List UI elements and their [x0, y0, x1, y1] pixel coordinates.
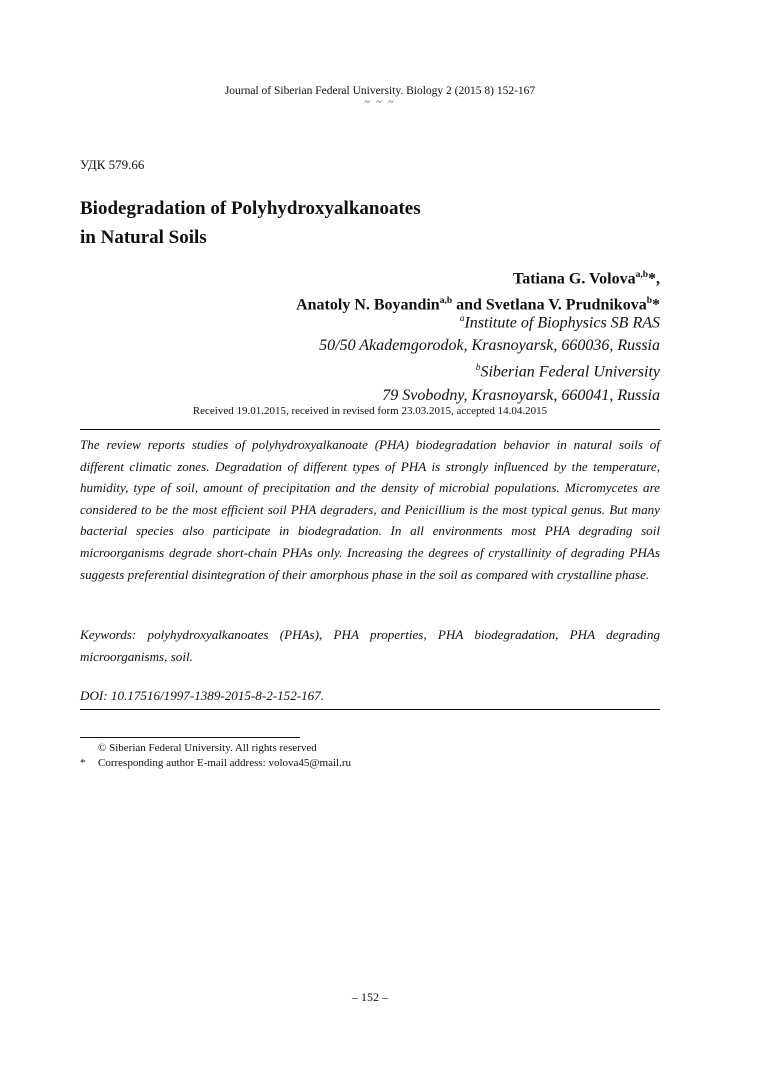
author-volova: Tatiana G. Volova: [513, 270, 636, 288]
affiliation-a-name: Institute of Biophysics SB RAS: [464, 314, 660, 332]
affiliations: [80, 308, 660, 407]
author-volova-affil: a,b: [635, 270, 648, 280]
abstract-top-rule: [80, 429, 660, 430]
author-conjunction: and: [452, 296, 486, 314]
footnote-rule: [80, 737, 300, 738]
author-prudnikova: Svetlana V. Prudnikova: [485, 296, 647, 314]
author-boyandin-affil: a,b: [439, 296, 453, 307]
author-prudnikova-affil: b: [646, 296, 652, 307]
title-line-1: Biodegradation of Polyhydroxyalkanoates: [80, 198, 421, 219]
page-number: – 152 –: [352, 990, 388, 1004]
author-prudnikova-mark: *: [652, 296, 660, 314]
affiliation-a: [80, 308, 660, 334]
keywords-text: Keywords: polyhydroxyalkanoates (PHAs), PHA properties, PHA biodegradation, PHA degrading microorganisms, soil.: [80, 627, 660, 664]
footnote-copyright: [80, 741, 660, 756]
journal-citation: Journal of Siberian Federal University. Biology 2 (2015 8) 152-167: [224, 85, 536, 97]
affiliation-b-sup: b: [475, 363, 481, 374]
abstract-bottom-rule: [80, 709, 660, 710]
author-volova-mark: *,: [648, 270, 660, 288]
title-line-2: in Natural Soils: [80, 227, 207, 248]
affiliation-b-address: 79 Svobodny, Krasnoyarsk, 660041, Russia: [382, 386, 660, 404]
header-ornament: ~ ~ ~: [364, 97, 396, 108]
corresponding-text: Corresponding author E-mail address: volova45@mail.ru: [98, 756, 351, 769]
affiliation-b-name: Siberian Federal University: [480, 363, 660, 381]
copyright-text: © Siberian Federal University. All rights reserved: [98, 742, 317, 754]
received-dates: Received 19.01.2015, received in revised form 23.03.2015, accepted 14.04.2015: [192, 405, 548, 417]
journal-header: [0, 84, 760, 108]
doi-text: DOI: 10.17516/1997-1389-2015-8-2-152-167.: [80, 688, 325, 703]
author-boyandin: Anatoly N. Boyandin: [296, 296, 440, 314]
abstract-text: The review reports studies of polyhydroxyalkanoate (PHA) biodegradation behavior in natural soils of different climatic zones. Degradation of different types of PHA is strongly influenced by the temperature, humidity, type of soil, amount of precipitation and the density of microbial populations. Micromycetes are considered to be the most efficient soil PHA degraders, and Penicillium is the most typical genus. But many bacterial species also participate in biodegradation. In all environments most PHA degrading soil microorganisms degrade short-chain PHAs only. Increasing the degrees of crystallinity of degrading PHAs suggests preferential disintegration of their amorphous phase in the soil as compared with crystalline phase.: [80, 437, 660, 582]
footnotes: [80, 741, 660, 770]
article-title: [80, 194, 660, 252]
footnote-corresponding: [80, 756, 660, 771]
author-line-1: [80, 264, 660, 290]
affiliation-b: [80, 357, 660, 383]
corresponding-mark: *: [80, 756, 86, 769]
udk-code: УДК 579.66: [80, 157, 145, 172]
affiliation-a-address: 50/50 Akademgorodok, Krasnoyarsk, 660036, Russia: [319, 337, 660, 355]
affiliation-a-sup: a: [459, 314, 465, 324]
